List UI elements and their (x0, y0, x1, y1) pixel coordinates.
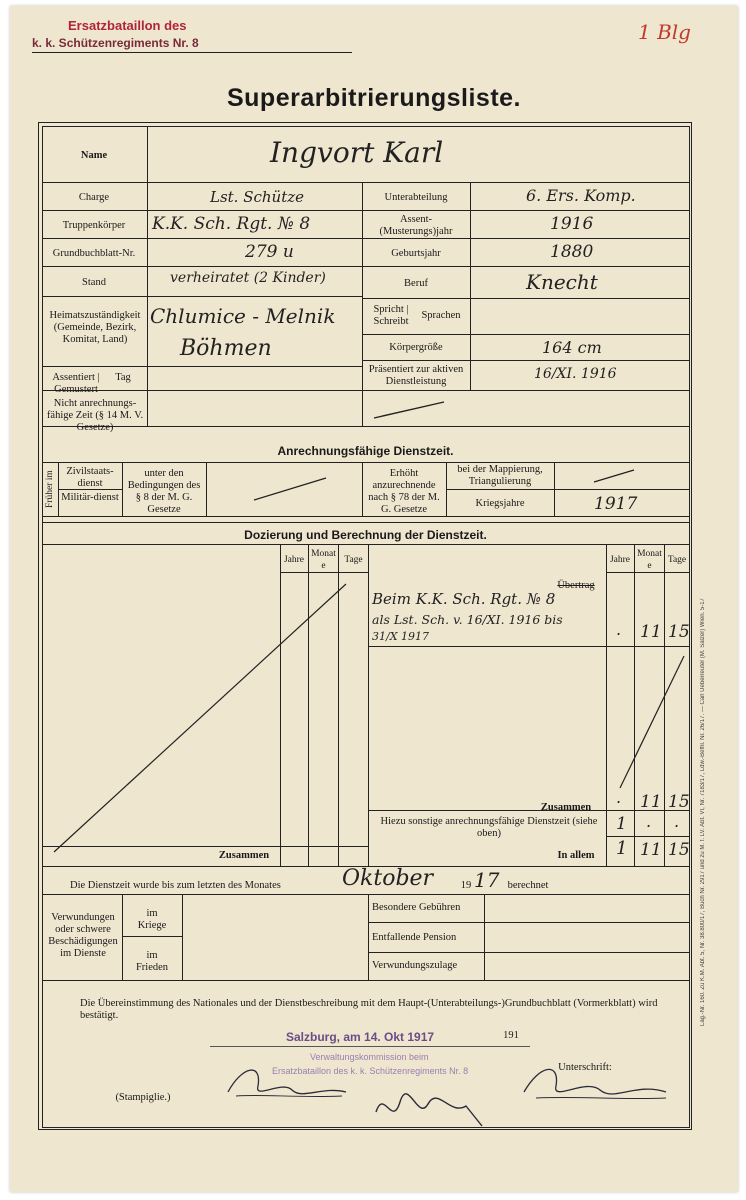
right-col-jahre: Jahre (609, 555, 631, 565)
name-label: Name (80, 150, 108, 161)
rule (368, 894, 369, 980)
rule (606, 572, 689, 573)
unterabteilung-value: 6. Ers. Komp. (526, 186, 636, 205)
zulage-label: Verwundungszulage (372, 960, 458, 971)
inallem-jahre: 1 (616, 838, 628, 859)
geburtsjahr-value: 1880 (550, 242, 594, 262)
kriege-label: im Kriege (137, 908, 167, 931)
rule (42, 366, 362, 367)
stand-label: Stand (82, 277, 106, 288)
rule (42, 462, 689, 463)
rule (362, 266, 689, 267)
heimat-value-2: Böhmen (180, 336, 272, 361)
grundbuchblatt-value: 279 u (245, 242, 294, 262)
strike-right-calc (616, 652, 688, 792)
frieden-label: im Frieden (135, 950, 169, 973)
rule (606, 836, 689, 837)
rule (42, 238, 362, 239)
entry-line-1: Beim K.K. Sch. Rgt. № 8 (372, 590, 556, 608)
corner-note: 1 Blg (638, 20, 691, 44)
dienstzeit-jahr-prefix: 19 (460, 880, 472, 891)
dienstzeit-suffix: berechnet (507, 880, 549, 891)
militaer-label: Militär-dienst (61, 492, 119, 503)
rule (484, 894, 485, 980)
left-col-monate: Monate (311, 549, 336, 571)
inallem-tage: 15 (668, 840, 690, 860)
rule (368, 646, 689, 647)
sprachen-label: Spricht | Schreibt (373, 304, 409, 327)
dienstzeit-monat: Oktober (342, 866, 434, 891)
strike-mappierung (590, 466, 640, 486)
zivil-label: Zivilstaats-dienst (66, 466, 114, 489)
header-stamp-line2: k. k. Schützenregiments Nr. 8 (32, 36, 199, 50)
rule (362, 210, 689, 211)
uebertrag-label: Übertrag (557, 580, 595, 591)
hiezu-jahre: 1 (616, 814, 627, 834)
date-line (210, 1046, 530, 1047)
name-value: Ingvort Karl (270, 136, 444, 169)
dozierung-title: Dozierung und Berechnung der Dienstzeit. (244, 528, 487, 542)
rule (182, 894, 183, 980)
rule (362, 334, 689, 335)
rule (122, 462, 123, 516)
zusammen-monate: 11 (640, 792, 662, 812)
praesentiert-value: 16/XI. 1916 (534, 366, 617, 382)
ort-datum-stamp: Salzburg, am 14. Okt 1917 (286, 1030, 435, 1044)
rule (206, 462, 207, 516)
dienstzeit-jahr: 17 (474, 868, 500, 892)
right-col-monate: Monate (637, 549, 662, 571)
pension-label: Entfallende Pension (372, 932, 457, 943)
truppenkoerper-value: K.K. Sch. Rgt. № 8 (152, 214, 311, 234)
stand-value: verheiratet (2 Kinder) (170, 270, 326, 286)
koerpergroesse-label: Körpergröße (389, 342, 443, 353)
rule (42, 390, 689, 391)
rule (42, 544, 689, 545)
grundbuchblatt-label: Grundbuchblatt-Nr. (52, 248, 136, 259)
zusammen-tage: 15 (668, 792, 690, 812)
gebuehren-label: Besondere Gebühren (372, 902, 461, 913)
right-col-tage: Tage (667, 555, 687, 565)
nicht-label: Nicht anrechnungs-fähige Zeit (§ 14 M. V. Gesetze) (46, 398, 144, 433)
sprachen-word: Sprachen (421, 310, 461, 321)
stampiglie-label: (Stampiglie.) (115, 1092, 171, 1103)
hiezu-tage: . (674, 812, 680, 831)
jahr-191: 191 (503, 1030, 519, 1041)
erhoeht-label: Erhöht anzurechnende nach § 78 der M. G. Gesetze (368, 468, 440, 515)
verwundungen-label: Verwundungen oder schwere Beschädigungen im Dienste (48, 912, 118, 959)
left-zusammen-label: Zusammen (218, 850, 270, 861)
assentiert-label: Assentiert | Gemustert (52, 372, 100, 395)
truppenkoerper-label: Truppenkörper (62, 220, 126, 231)
entry-line-3: 31/X 1917 (372, 630, 430, 643)
rule (42, 182, 689, 183)
unterschrift-label: Unterschrift: (558, 1062, 612, 1073)
rule (42, 894, 689, 895)
signature-center (370, 1082, 490, 1132)
inallem-monate: 11 (640, 840, 662, 860)
tag-label: Tag (115, 372, 131, 383)
margin-print: Lag.-Nr. 160. Zu K.M. Abt. 5, Nr. 38.800/17, Buch Nr. 2917 und zu M. f. LV. Abt. VI, Nr. 7183/17, Ldw.-Befhl. Nr. 26/17. — Carl Ueberreuter (M. Salzer) Wien. 5-17 (700, 598, 706, 1026)
zusammen-jahre: . (616, 788, 622, 807)
hiezu-label: Hiezu sonstige anrechnungsfähige Dienstzeit (siehe oben) (380, 816, 598, 839)
rule (368, 544, 369, 866)
document-sheet (10, 6, 738, 1192)
bedingungen-label: unter den Bedingungen des § 8 der M. G. Gesetze (127, 468, 201, 515)
strike-bedingungen (250, 474, 330, 504)
strike-left-calc (50, 578, 350, 858)
left-col-tage: Tage (344, 555, 363, 565)
praesentiert-label: Präsentiert zur aktiven Dienstleistung (368, 364, 464, 387)
kriegsjahre-value: 1917 (594, 494, 638, 514)
entry-jahre: . (616, 620, 622, 639)
page-title: Superarbitrierungsliste. (226, 84, 522, 112)
assent-jahr-label: Assent-(Musterungs)jahr (379, 214, 453, 237)
rule (368, 952, 689, 953)
rule (362, 462, 363, 516)
charge-label: Charge (78, 192, 110, 203)
rule (470, 182, 471, 390)
signature-left (222, 1056, 352, 1106)
anrechnung-title: Anrechnungsfähige Dienstzeit. (277, 444, 454, 458)
hiezu-monate: . (646, 812, 652, 831)
rule (606, 544, 607, 866)
heimat-label: Heimatszuständigkeit (Gemeinde, Bezirk, Komitat, Land) (49, 310, 141, 345)
geburtsjahr-label: Geburtsjahr (391, 248, 441, 259)
strike-nicht (370, 398, 450, 422)
rule (122, 936, 182, 937)
header-stamp-line1: Ersatzbataillon des (68, 18, 187, 33)
rule (42, 516, 689, 517)
rule (42, 522, 689, 523)
rule (362, 360, 689, 361)
entry-monate: 11 (640, 622, 662, 642)
beruf-label: Beruf (404, 278, 428, 289)
heimat-value-1: Chlumice - Melnik (150, 304, 336, 328)
stempel-line-1: Verwaltungskommission beim (310, 1052, 429, 1062)
stempel-line-2: Ersatzbataillon des k. k. Schützenregiments Nr. 8 (272, 1066, 469, 1076)
entry-tage: 15 (668, 622, 690, 642)
signature-right (516, 1052, 676, 1108)
rule (362, 238, 689, 239)
assent-jahr-value: 1916 (550, 214, 594, 234)
rule (122, 894, 123, 980)
left-col-jahre: Jahre (283, 555, 305, 565)
dienstzeit-prefix: Die Dienstzeit wurde bis zum letzten des Monates (70, 880, 281, 891)
rule (42, 266, 362, 267)
entry-line-2: als Lst. Sch. v. 16/XI. 1916 bis (372, 612, 563, 627)
unterabteilung-label: Unterabteilung (384, 192, 448, 203)
bestaetigung-text: Die Übereinstimmung des Nationales und der Dienstbeschreibung mit dem Haupt-(Unterabteilungs-)Grundbuchblatt (Vormerkblatt) wird bestätigt. (80, 998, 658, 1021)
rule (42, 210, 362, 211)
rule (42, 296, 362, 297)
rule (368, 922, 689, 923)
koerpergroesse-value: 164 cm (542, 338, 602, 357)
mappierung-label: bei der Mappierung, Triangulierung (457, 464, 543, 487)
inallem-label: In allem (557, 850, 595, 861)
rule (446, 489, 689, 490)
charge-value: Lst. Schütze (210, 188, 305, 206)
kriegsjahre-label: Kriegsjahre (475, 498, 525, 509)
frueher-label: Früher im (45, 470, 55, 508)
rule (280, 572, 368, 573)
beruf-value: Knecht (526, 270, 598, 294)
header-underline (32, 52, 352, 53)
zusammen-label: Zusammen (540, 802, 592, 813)
rule (42, 980, 689, 981)
rule (147, 126, 148, 426)
rule (362, 298, 689, 299)
